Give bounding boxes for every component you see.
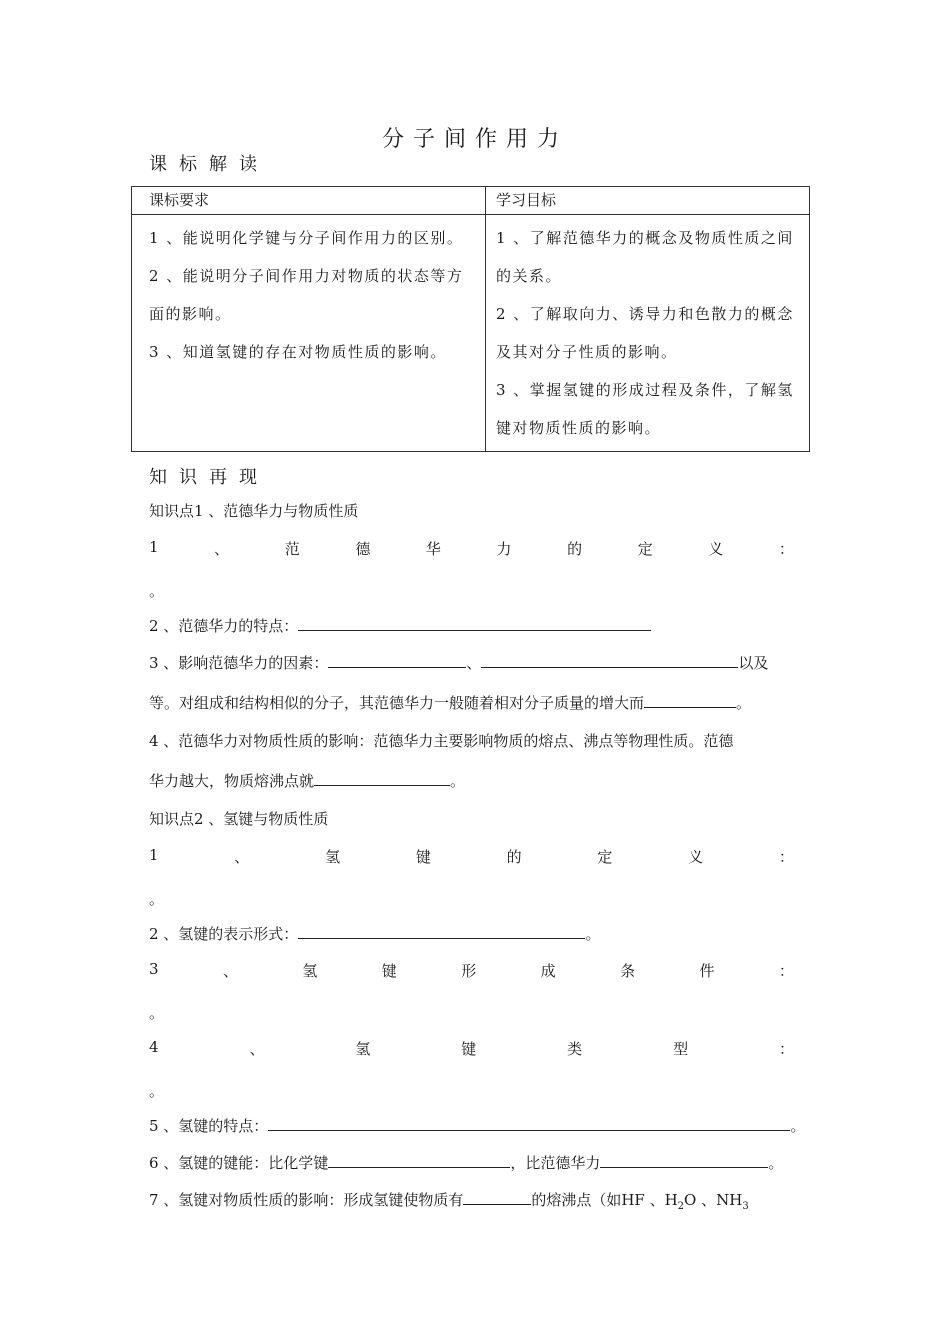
kp2-q4-end-period: 。 (149, 1082, 165, 1100)
answer-blank[interactable] (328, 653, 466, 668)
answer-blank[interactable] (298, 616, 651, 631)
objectives-cell (486, 215, 810, 452)
kp1-q4: 4 、范德华力对物质性质的影响：范德华力主要影响物质的熔点、沸点等物理性质。范德 (149, 732, 734, 750)
objective-item: 3 、掌握氢键的形成过程及条件，了解氢键对物质性质的影响。 (496, 381, 794, 437)
kp2-q3-end-period: 。 (149, 1004, 165, 1022)
kp2-q5: 5 、氢键的特点： 。 (149, 1117, 806, 1135)
answer-blank[interactable] (481, 653, 738, 668)
table-header-objectives: 学习目标 (486, 187, 810, 215)
kp2-q4-types-prompt: 4 、 氢 键 类 型 ： (149, 1038, 794, 1058)
kp2-q1-end-period: 。 (149, 890, 165, 908)
kp1-heading: 知识点1 、范德华力与物质性质 (149, 502, 359, 520)
objective-item: 1 、了解范德华力的概念及物质性质之间的关系。 (496, 229, 794, 285)
answer-blank[interactable] (314, 771, 450, 786)
kp2-q3-conditions-prompt: 3 、 氢 键 形 成 条 件 ： (149, 960, 794, 980)
kp2-heading: 知识点2 、氢键与物质性质 (149, 810, 329, 828)
answer-blank[interactable] (463, 1190, 531, 1205)
curriculum-table (131, 186, 810, 452)
kp1-q4-continued: 华力越大，物质熔沸点就 。 (149, 772, 466, 790)
answer-blank[interactable] (600, 1153, 768, 1168)
requirement-item: 1 、能说明化学键与分子间作用力的区别。 (149, 229, 464, 247)
answer-blank[interactable] (328, 1153, 510, 1168)
requirement-item: 3 、知道氢键的存在对物质性质的影响。 (149, 343, 447, 361)
kp2-q2: 2 、氢键的表示形式： 。 (149, 925, 601, 943)
kp1-q3: 3 、影响范德华力的因素： 、 以及 (149, 654, 769, 672)
kp2-q1-definition-prompt: 1 、 氢 键 的 定 义 ： (149, 846, 794, 866)
table-header-requirements: 课标要求 (132, 187, 486, 215)
kp1-q3-continued: 等。对组成和结构相似的分子，其范德华力一般随着相对分子质量的增大而 。 (149, 694, 752, 712)
page-title: 分子间作用力 (381, 127, 568, 152)
answer-blank[interactable] (644, 693, 736, 708)
answer-blank[interactable] (298, 924, 585, 939)
kp1-q1-definition-prompt: 1 、 范 德 华 力 的 定 义 ： (149, 538, 794, 558)
kp2-q7: 7 、氢键对物质性质的影响：形成氢键使物质有 的熔沸点（如HF 、$H_2O$ 、$NH_3$ (149, 1191, 749, 1212)
kp1-q2: 2 、范德华力的特点： (149, 615, 651, 636)
section-heading-curriculum: 课标解读 (149, 154, 269, 175)
kp1-q1-end-period: 。 (149, 582, 165, 600)
requirement-item: 2 、能说明分子间作用力对物质的状态等方面的影响。 (149, 267, 464, 323)
kp2-q6: 6 、氢键的键能：比化学键 ，比范德华力 。 (149, 1154, 784, 1172)
answer-blank[interactable] (268, 1116, 790, 1131)
section-heading-knowledge: 知识再现 (149, 467, 269, 488)
objective-item: 2 、了解取向力、诱导力和色散力的概念及其对分子性质的影响。 (496, 305, 794, 361)
requirements-cell (132, 215, 486, 452)
